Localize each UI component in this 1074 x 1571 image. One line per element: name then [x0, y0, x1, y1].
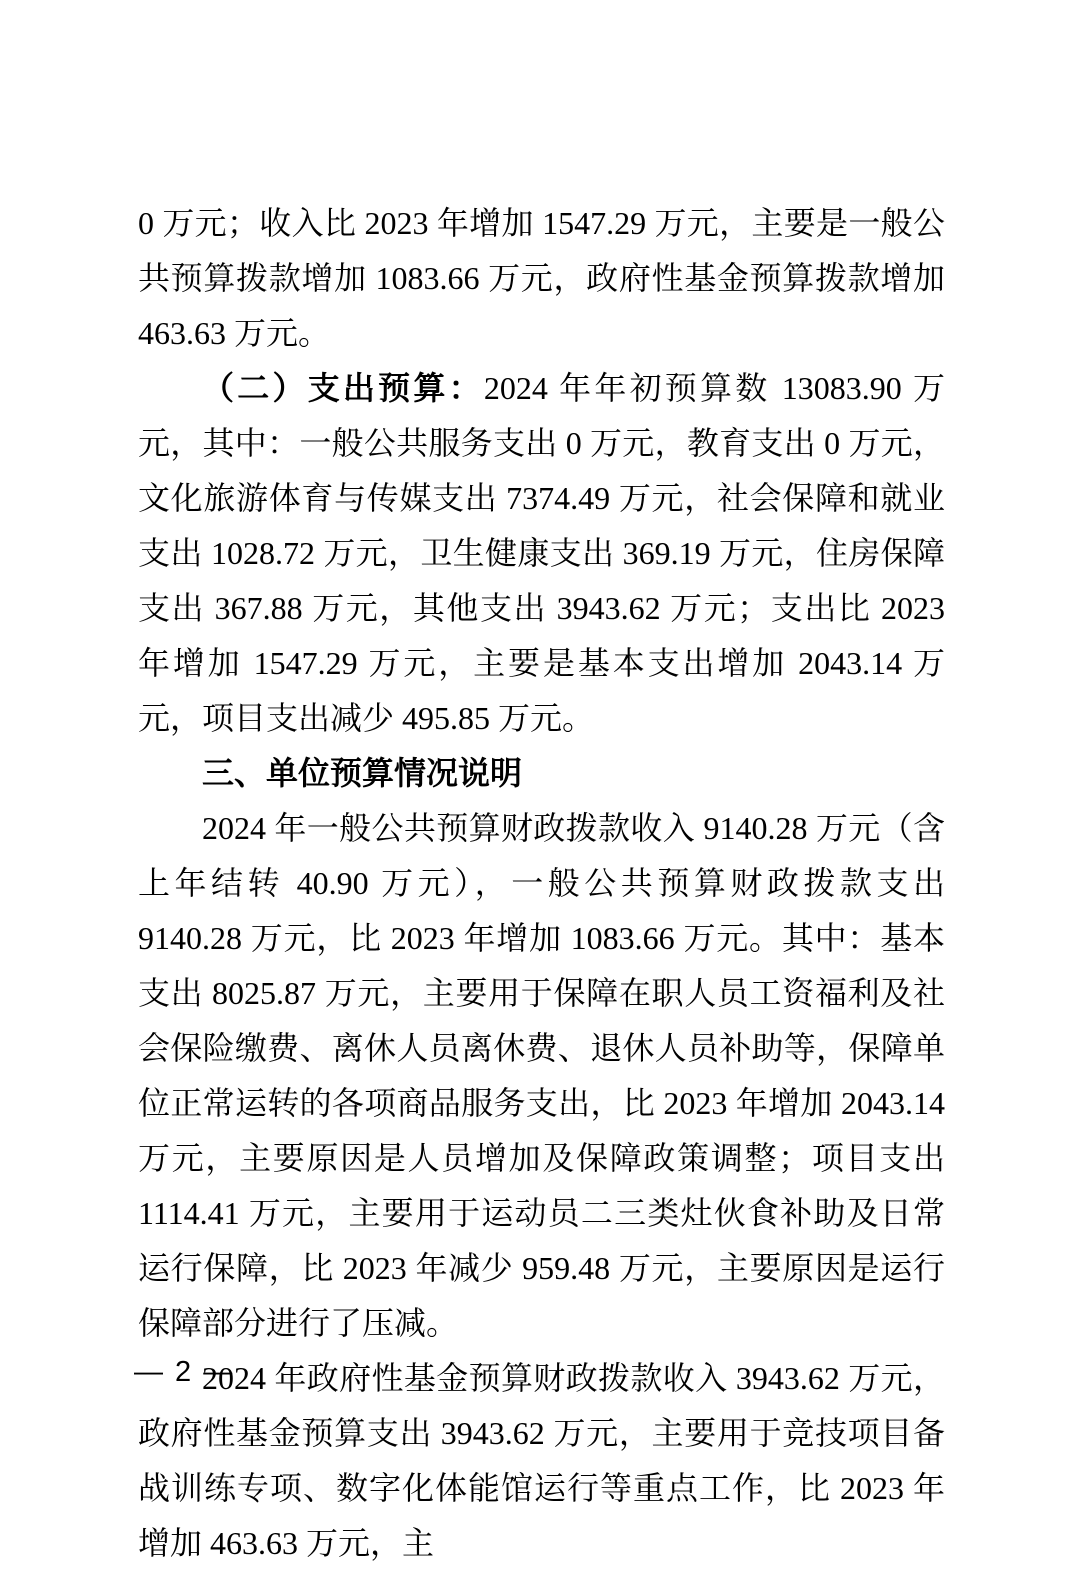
paragraph-general-public-budget: 2024 年一般公共预算财政拨款收入 9140.28 万元（含上年结转 40.90 万元），一般公共预算财政拨款支出 9140.28 万元，比 2023 年增加 1083.66 万元。其中：基本支出 8025.87 万元，主要用于保障在职人员工资福利及社会保险缴费、离休人员离休费、退休人员补助等，保障单位正常运转的各项商品服务支出，比 2023 年增加 2043.14 万元，主要原因是人员增加及保障政策调整；项目支出 1114.41 万元，主要用于运动员二三类灶伙食补助及日常运行保障，比 2023 年减少 959.48 万元，主要原因是运行保障部分进行了压减。	[138, 810, 945, 1341]
page-number: — 2 —	[134, 1356, 235, 1388]
document-content	[138, 196, 945, 1571]
paragraph-body-expenditure-budget: 2024 年年初预算数 13083.90 万元，其中：一般公共服务支出 0 万元，教育支出 0 万元，文化旅游体育与传媒支出 7374.49 万元，社会保障和就业支出 1028.72 万元，卫生健康支出 369.19 万元，住房保障支出 367.88 万元，其他支出 3943.62 万元；支出比 2023 年增加 1547.29 万元，主要是基本支出增加 2043.14 万元，项目支出减少 495.85 万元。	[138, 370, 945, 736]
paragraph-lead-expenditure-budget: （二）支出预算：	[202, 370, 484, 406]
section-heading-unit-budget: 三、单位预算情况说明	[202, 755, 523, 791]
paragraph-income-continuation: 0 万元；收入比 2023 年增加 1547.29 万元，主要是一般公共预算拨款增加 1083.66 万元，政府性基金预算拨款增加 463.63 万元。	[138, 205, 945, 351]
paragraph-expenditure-budget	[138, 361, 945, 746]
paragraph-government-fund-budget: 2024 年政府性基金预算财政拨款收入 3943.62 万元，政府性基金预算支出 3943.62 万元，主要用于竞技项目备战训练专项、数字化体能馆运行等重点工作，比 2023 年增加 463.63 万元，主	[138, 1360, 945, 1561]
